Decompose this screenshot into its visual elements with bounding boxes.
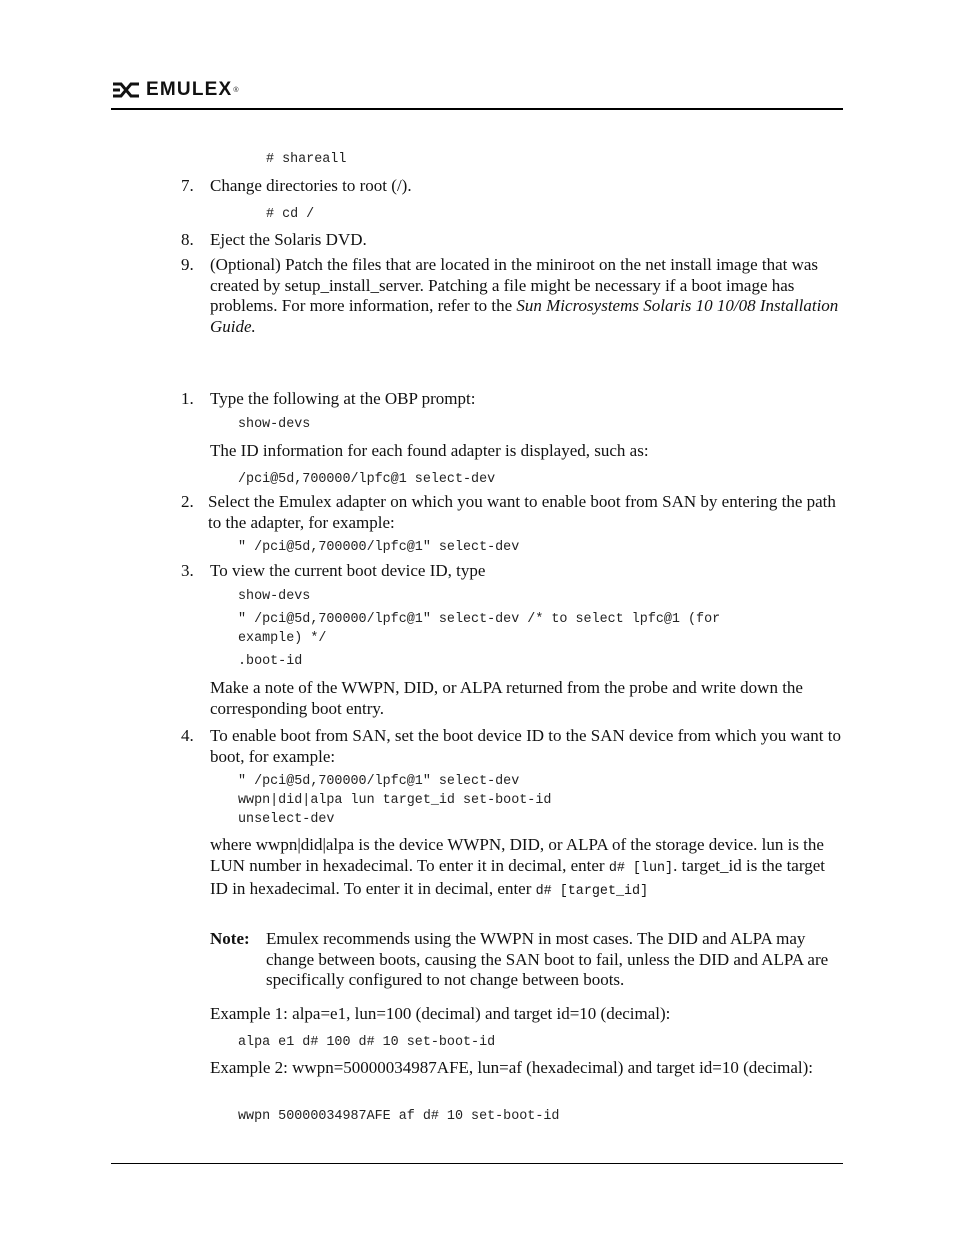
step-text-plain: (Optional) Patch the files that are located in the miniroot on the net install image that was created by setup_install_server. Patching a file might be necessary if a boot image has problems. For more information, refer to the: [210, 255, 819, 315]
code-block: " /pci@5d,700000/lpfc@1" select-dev wwpn|did|alpa lun target_id set-boot-id unselect-dev: [238, 774, 552, 827]
paragraph-text: . target_id is the target ID in hexadecimal. To enter it in decimal, enter: [210, 855, 825, 898]
guide-title: Sun Microsystems Solaris 10 10/08 Installation Guide.: [210, 296, 839, 336]
step-number: 4.: [181, 726, 194, 745]
trademark: ®: [233, 86, 239, 94]
paragraph-text: where wwpn|did|alpa is the device WWPN, DID, or ALPA of the storage device. lun is the LUN number in hexadecimal. To enter it in decimal, enter: [210, 835, 824, 875]
step-text: To view the current boot device ID, type: [210, 561, 486, 580]
step-number: 1.: [181, 389, 194, 408]
paragraph: Example 2: wwpn=50000034987AFE, lun=af (hexadecimal) and target id=10 (decimal):: [210, 1058, 813, 1077]
step-text: Change directories to root (/).: [210, 176, 412, 195]
code-block: " /pci@5d,700000/lpfc@1" select-dev: [238, 540, 520, 555]
code-block: alpa e1 d# 100 d# 10 set-boot-id: [238, 1035, 496, 1050]
code-shareall: # shareall: [266, 152, 347, 167]
paragraph: [210, 835, 842, 903]
brand-name: EMULEX: [146, 79, 233, 100]
step-number: 8.: [181, 230, 194, 249]
code-block: .boot-id: [238, 654, 303, 669]
code-block: wwpn 50000034987AFE af d# 10 set-boot-id: [238, 1109, 560, 1124]
step-text: Select the Emulex adapter on which you want to enable boot from SAN by entering the path to the adapter, for example:: [208, 492, 836, 532]
emulex-logo-icon: [111, 82, 141, 98]
emulex-logo: [111, 80, 239, 100]
paragraph: Make a note of the WWPN, DID, or ALPA returned from the probe and write down the corresponding boot entry.: [210, 678, 803, 718]
inline-code: d# [lun]: [608, 860, 674, 876]
step-number: 2.: [181, 492, 194, 511]
step-number: 3.: [181, 561, 194, 580]
code-block: /pci@5d,700000/lpfc@1 select-dev: [238, 472, 496, 487]
note-text: Emulex recommends using the WWPN in most cases. The DID and ALPA may change between boots, causing the SAN boot to fail, unless the DID and ALPA are specifically configured to not change between boots.: [266, 929, 829, 989]
step-number: 9.: [181, 255, 194, 274]
code-cd: # cd /: [266, 207, 315, 222]
step-text: Type the following at the OBP prompt:: [210, 389, 476, 408]
step-text: [210, 255, 842, 337]
footer-divider: [111, 1163, 843, 1164]
code-block: show-devs: [238, 417, 311, 432]
page-header: [111, 80, 843, 110]
paragraph: The ID information for each found adapter is displayed, such as:: [210, 441, 649, 460]
inline-code: d# [target_id]: [535, 884, 649, 899]
step-text: To enable boot from SAN, set the boot device ID to the SAN device from which you want to boot, for example:: [210, 726, 841, 766]
step-number: 7.: [181, 176, 194, 195]
step-text: Eject the Solaris DVD.: [210, 230, 367, 249]
code-block: " /pci@5d,700000/lpfc@1" select-dev /* to select lpfc@1 (for example) */: [238, 612, 721, 646]
paragraph: Example 1: alpa=e1, lun=100 (decimal) and target id=10 (decimal):: [210, 1004, 671, 1023]
note-label: Note:: [210, 929, 250, 948]
code-block: show-devs: [238, 589, 311, 604]
